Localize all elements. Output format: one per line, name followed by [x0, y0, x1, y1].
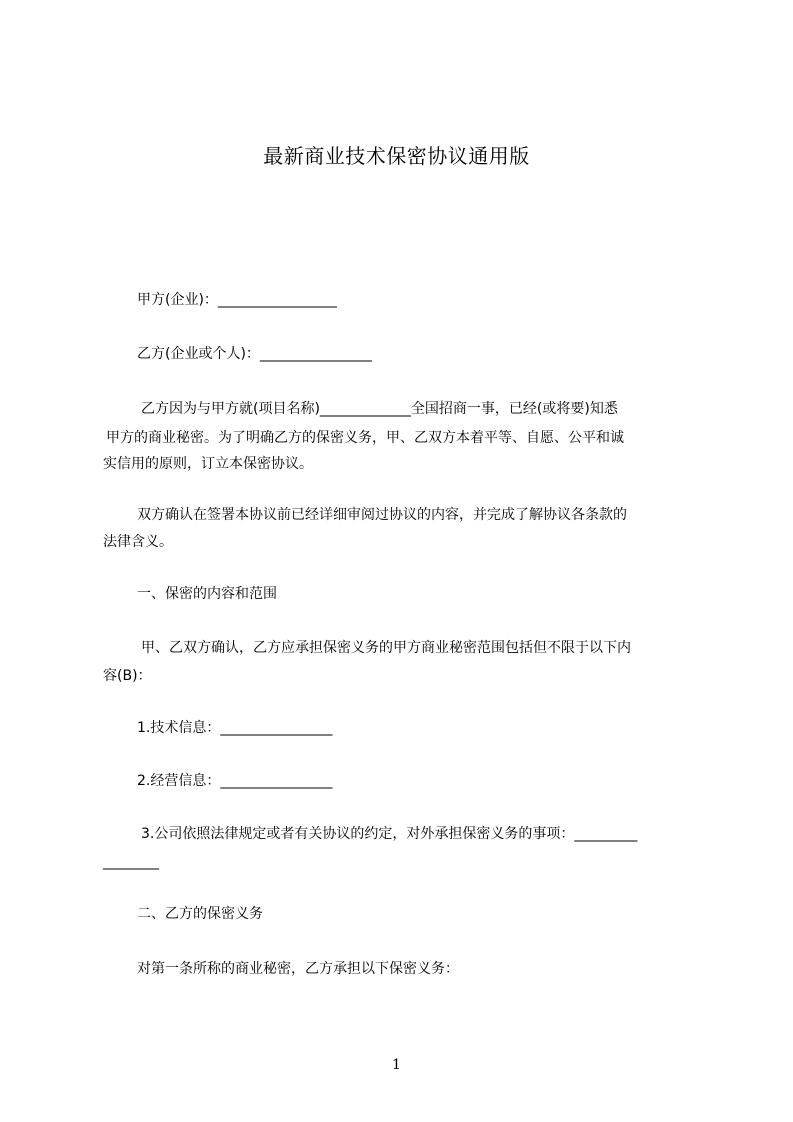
- confirm-paragraph-line-2: 法律含义。: [103, 534, 173, 550]
- section-2-paragraph: 对第一条所称的商业秘密，乙方承担以下保密义务：: [137, 961, 459, 977]
- intro-paragraph-line-3: 实信用的原则，订立本保密协议。: [103, 456, 313, 472]
- section-1-paragraph-line-1: 甲、乙双方确认，乙方应承担保密义务的甲方商业秘密范围包括但不限于以下内: [141, 640, 631, 656]
- item-technical-info: 1.技术信息：________________: [137, 720, 333, 736]
- party-a-line: 甲方(企业)：_________________: [137, 292, 337, 308]
- intro-paragraph-line-1: 乙方因为与甲方就(项目名称)_____________全国招商一事，已经(或将要)知悉: [141, 401, 618, 417]
- item-3-line-2: ________: [103, 854, 159, 870]
- confirm-paragraph-line-1: 双方确认在签署本协议前已经详细审阅过协议的内容，并完成了解协议各条款的: [137, 507, 627, 523]
- page-number: 1: [392, 1057, 401, 1073]
- item-business-info: 2.经营信息：________________: [137, 773, 333, 789]
- document-title: 最新商业技术保密协议通用版: [263, 144, 530, 168]
- section-2-heading: 二、乙方的保密义务: [137, 906, 263, 922]
- section-1-paragraph-line-2: 容(B)：: [103, 668, 152, 684]
- intro-paragraph-line-2: 甲方的商业秘密。为了明确乙方的保密义务，甲、乙双方本着平等、自愿、公平和诚: [106, 430, 624, 446]
- section-1-heading: 一、保密的内容和范围: [137, 586, 277, 602]
- party-b-line: 乙方(企业或个人)：________________: [137, 346, 372, 362]
- item-3-line-1: 3.公司依照法律规定或者有关协议的约定，对外承担保密义务的事项：_________: [141, 826, 638, 842]
